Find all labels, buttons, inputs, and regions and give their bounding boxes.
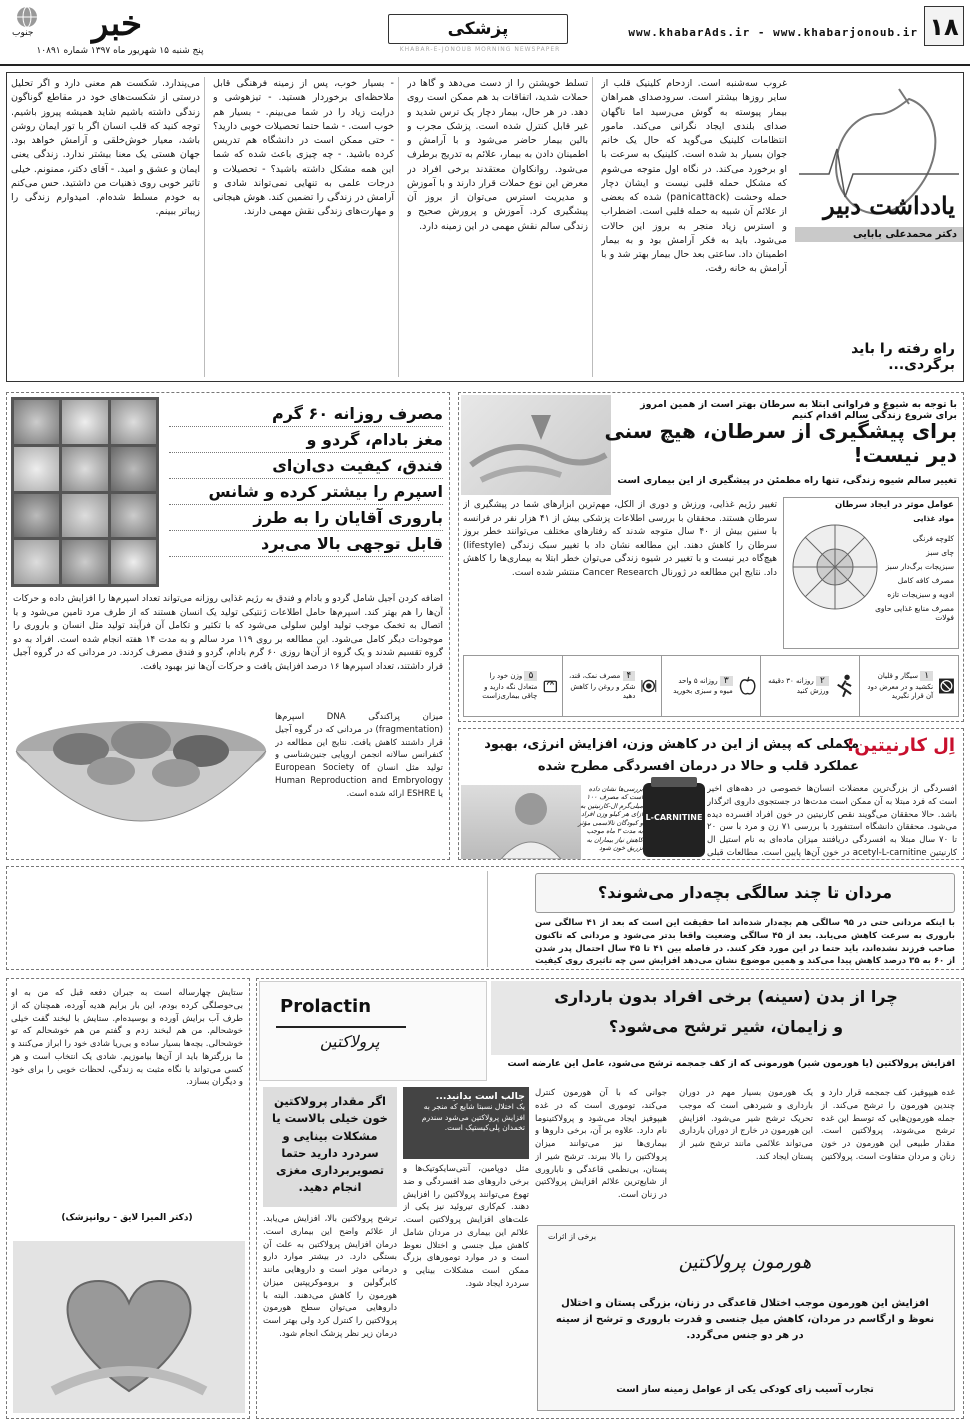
strap-line: KHABAR-E-JONOUB MORNING NEWSPAPER [399, 46, 561, 53]
tip-text: وزن خود را متعادل نگه دارید و چاقی بیماری‌زاست [482, 672, 538, 700]
editor-column-title-block [795, 73, 963, 381]
happiness-author: (دکتر المیرا لایق - روانپزشک) [61, 1213, 193, 1223]
prolactin-pullquote: اگر مقدار پرولاکتین خون خیلی بالاست یا مشکلات بینایی و سردرد دارید حتما تصویربرداری مغزی انجام دهید. [272, 1094, 388, 1195]
infographic-title: عوامل موثر در ایجاد سرطان [835, 500, 954, 510]
infographic-label-6: مصرف منابع غذایی حاوی فولات [875, 604, 954, 622]
tip-text: مصرف نمک، قند، شکر و روغن را کاهش دهید [568, 672, 636, 700]
tip-fruit [661, 656, 760, 716]
did-you-know-text: یک اختلال نسبتا شایع که منجر به افزایش پرولاکتین می‌شود سندرم تخمدان پلی‌کیستیک است. [421, 1102, 525, 1132]
prolactin-board-fa: پرولاکتین [320, 1032, 380, 1051]
carnitine-article [458, 728, 964, 860]
tip-text: سیگار و قلیان نکشید و در معرض دود آن قرار نگیرید [867, 672, 934, 700]
editor-column-text-1: غروب سه‌شنبه است. ازدحام کلینیک قلب از سایر روزها بیشتر است. سرودصدای همراهان بیمار پیوسته به گوش می‌رسید اما ناگهان صدای بلندی ایجاد نگرانی می‌کند. مامور انتظامات کلینیک می‌گوید که حال یک خانم جوان بسیار بد شده است. کلینیک به سرعت با او برخورد می‌کند. در نگاه اول متوجه می‌شوم که مشکل حمله قلبی نیست و ایشان دچار حمله وحشت (panicattack) شده که بعضی از علائم آن شبیه به حمله قلبی است. اضطراب و استرس زیاد منجر به بروز این حالات می‌شود. باید به فکر آرامش بود و به بیمار اطمینان داد. ساعتی بعد حال بیمار بهتر شد و با آرامش به خانه رفت. [601, 78, 787, 275]
heart-icon [13, 1241, 245, 1413]
prolactin-board-image [259, 981, 487, 1081]
infographic-label-5: ادویه و سبزیجات تازه [887, 590, 954, 599]
carnitine-headline-1: مکملی که پیش از این در کاهش وزن، افزایش انرژی، بهبود [484, 737, 859, 752]
masthead [0, 0, 970, 66]
logo-text: خبر [91, 4, 142, 44]
issue-date: پنج شنبه ۱۵ شهریور ماه ۱۳۹۷ شماره ۱۰۸۹۱ [36, 46, 204, 56]
cancer-kicker: با توجه به شیوع و فراوانی ابتلا به سرطان بهتر است از همین امروز برای شروع زندگی سالم اقدام کنیم [640, 399, 957, 421]
nuts-grid-image [11, 397, 159, 587]
cancer-infographic [783, 497, 959, 649]
prolactin-col-2: جوانی که با آن هورمون کنترل می‌کند، توموری است که در غده هیپوفیز ایجاد می‌شود و پرولاکتینوما نام دارد. علاوه بر آن، برخی داروها و بیماری‌ها نیز می‌توانند میزان پرولاکتین را بالا ببرند. ترشح شیر از پستان، بی‌نظمی قاعدگی و ناباروری از شایع‌ترین علائم افزایش پرولاکتین در زنان است. [535, 1088, 667, 1200]
nuts-title-line-4: باروری آقایان را به طرز [169, 505, 443, 531]
tip-num: ۴ [623, 671, 636, 681]
no-smoking-icon [939, 668, 954, 704]
hormone-effects-box [537, 1225, 955, 1411]
tip-text: روزانه ۵ واحد میوه و سبزی بخورید [673, 676, 733, 696]
tip-num: ۲ [816, 676, 829, 686]
nuts-article [6, 392, 450, 860]
editor-column-headline: راه رفته را باید برگردی... [851, 341, 955, 373]
prolactin-board-en: Prolactin [280, 996, 372, 1017]
cancer-tips-strip [463, 655, 959, 717]
carnitine-headline-red: اِل کارنیتین؛ [847, 735, 955, 756]
hormone-box-kicker: برخی از اثرات [548, 1232, 597, 1241]
cancer-subhead: تغییر سالم شیوه زندگی، تنها راه مطمئن در پیشگیری از این بیماری است [617, 475, 957, 486]
carnitine-body: افسردگی از بزرگ‌ترین معضلات انسان‌ها خصوصی در دهه‌های اخیر است که فرد مبتلا به آن ممکن است مدت‌ها در جستجوی داروی اثرگذار باشد. حالا محققان می‌گویند نقص کارنیتین در خون افراد افسرده دیده می‌شود. محققان دانشگاه استنفورد با بررسی ۷۱ زن و مرد با سن ۲۰ تا ۷۰ سال مبتلا به افسردگی دریافتند میزان ماده‌ای به نام استیل ال کارنیتین acetyl-L-carnitine در خون آن‌ها پایین است. مطالعات قبلی [707, 784, 957, 858]
men-fertility-headline-box [535, 873, 955, 913]
nuts-title-line-5: قابل توجهی بالا می‌برد [169, 531, 443, 557]
cancer-headline: برای پیشگیری از سرطان، هیچ سنی دیر نیست! [604, 419, 957, 467]
nuts-title-line-3: اسپرم را بیشتر کرده و شانس [169, 479, 443, 505]
hormone-box-title: هورمون پرولاکتین [678, 1252, 812, 1273]
editor-column [6, 72, 964, 382]
logo-sub: جنوب [12, 28, 34, 38]
men-fertility-divider [487, 871, 488, 967]
tip-exercise [760, 656, 859, 716]
page-number: ۱۸ [924, 6, 964, 46]
bottle-image [643, 783, 705, 857]
nuts-title-line-1: مغز بادام، گردو و [169, 427, 443, 453]
nuts-body-side: میزان پراکندگی DNA اسپرم‌ها (fragmentation) در مردانی که در گروه آجیل قرار داشتند کاهش یافت. نتایج این مطالعه در کنفرانس سالانه انجمن اروپایی جنین‌شناسی و تولید مثل انسان European Society of Human Reproduction and Embryology یا ESHRE ارائه شده است. [275, 712, 443, 799]
infographic-label-1: کلوچه فرنگی [912, 534, 954, 543]
nuts-body: اضافه کردن آجیل شامل گردو و بادام و فندق به رژیم غذایی روزانه می‌تواند تعداد اسپرم‌ها را افزایش داده و حرکات آن‌ها را هم بهتر کند. اسپرم‌ها حامل اطلاعات ژنتیکی تولید یک انسان هستند که از طرف مرد تامین می‌شود و با اتصال به تخمک موجب تولید اولین سلولی می‌شود که با تکثیر و تکامل آن فرآیند تولید مثل انسان و باروری را موجودات دیگر کامل می‌شود. این مطالعه بر روی ۱۱۹ مرد سالم و به مدت ۱۴ هفته انجام شده است. افراد به دو گروه تقسیم شدند و یک گروه از آن‌ها روزی ۶۰ گرم بادام، گردو و فندق مصرف کردند. در مردانی که در گروه آجیل قرار داشتند، تعداد اسپرم‌ها ۱۶ درصد افزایش یافت و حرکات آن‌ها نیز بهبود یافت. [13, 594, 443, 672]
apple-icon [739, 669, 756, 703]
tip-num: ۵ [524, 671, 537, 681]
happiness-body: ستایش چهارساله است به جبران دفعه قبل که من به او بی‌حوصلگی کرده بودم، این بار برایم هدیه آورده، همچنان که از طرف آب برایش آورده و بوسیده‌ام. ستایش با لبخند گفت خیلی خوشحالم. من هم لبخند زدم و گفتم من هم خوشحالم که تو خوشحالی. بچه‌ها بسیار ساده و بی‌ریا شادی خود را ابراز می‌کنند و ما بزرگترها باید از آن‌ها بیاموزیم. شادی یک انتخاب است و هر کسی می‌تواند با نگاه مثبت به زندگی، لحظات خوبی را برای خود و دیگران بسازد. [11, 988, 243, 1088]
did-you-know-box [403, 1087, 529, 1159]
tip-no-smoking [859, 656, 958, 716]
prolactin-article [256, 978, 964, 1419]
nuts-title [169, 401, 443, 557]
happiness-article [6, 978, 250, 1419]
tip-diet [562, 656, 661, 716]
man-with-bottle-image [461, 785, 581, 859]
infographic-label-3: سبزیجات برگ‌دار سبز [885, 562, 954, 571]
men-fertility-body: با اینکه مردانی حتی در ۹۵ سالگی هم بچه‌دار شده‌اند اما حقیقت این است که بعد از ۴۱ سالگی سن باروری به سرعت کاهش می‌یابد. بعد از ۴۵ سالگی وضعیت واقعا بدتر می‌شود و مردانی که تاکنون صاحب فرزند نشده‌اند، باید حتما در این مورد فکر کنند. در فاصله بین ۴۱ تا ۴۵ سال احتمال پدر شدن از ۶۰ به ۳۵ درصد کاهش پیدا می‌کند و همین موضوع نشان می‌دهد افزایش سن چه تاثیری روی کیفیت [535, 918, 955, 967]
prolactin-subhead: افزایش پرولاکتین (یا هورمون شیر) هورمونی که از کف جمجمه ترشح می‌شود، عامل این عارضه است [507, 1059, 955, 1069]
editor-column-text-2: تسلط خویشتن را از دست می‌دهد و گاها در حملات شدید، اتفاقات بد هم ممکن است روی دهد. در هر حال، بیمار دچار یک ترس شدید و غیر قابل کنترل شده است. پزشک مجرب و بالین بیمار حاضر می‌شود و با آرامش و اطمینان دادن به بیمار، علائم به تدریج برطرف می‌شود. روانکاوان معتقدند برخی افراد در معرض این نوع حملات قرار دارند و با آموزش و مدیریت استرس می‌توان از بروز آن پیشگیری کرد. آموزش و پرورش صحیح و زندگی سالم نقش مهمی در این زمینه دارد. [407, 77, 593, 377]
men-fertility-article [6, 866, 964, 970]
carnitine-headline-2: عملکرد قلب و حالا در درمان افسردگی مطرح شده [537, 759, 859, 774]
prolactin-headline-1: چرا از بدن (سینه) برخی افراد بدون بارداری [554, 987, 898, 1006]
plate-icon [641, 669, 657, 703]
prolactin-col-3: مثل دوپامین، آنتی‌سایکوتیک‌ها و برخی داروهای ضد افسردگی و ضد تهوع می‌توانند پرولاکتین را افزایش دهند. کم‌کاری تیروئید نیز یکی از علت‌های افزایش پرولاکتین است. علائم این بیماری در مردان شامل کاهش میل جنسی و اختلال نعوظ است و در موارد تومورهای بزرگ ممکن است مشکلات بینایی و سردرد ایجاد شود. [403, 1164, 529, 1289]
editor-column-text-4: می‌پندارد. شکست هم معنی دارد و اگر تحلیل درستی از شکست‌های خود در مقاطع گوناگون زندگی داشته باشیم شاید همیشه پیروز باشیم. توجه کنید که قلب انسان اگر با تور ایمان روشن باشد، معیار خوش‌خلقی و آرامش خواهد بود. جهان هستی یک معنا بیشتر ندارد. زندگی یعنی ایمان و عشق و امید. - آقای دکتر، ممنونم. خیلی تاثیر خوبی روی ذهنیات من داشتید. حس می‌کنم به خودم مسلط شده‌ام. امیدوارم زندگی را زیباتر ببینم. [11, 77, 205, 377]
section-tab: پزشکی [388, 14, 568, 44]
infographic-label-4: مصرف کافه کامل [897, 576, 954, 585]
author-name: دکتر محمدعلی بابایی [795, 227, 963, 242]
editor-column-text-3: - بسیار خوب، پس از زمینه فرهنگی قابل ملاحظه‌ای برخوردار هستید. - تیزهوشی و درایت زیاد را در شما می‌بینم. - بسیار هم خوب است. - شما حتما تحصیلات خوبی دارید؟ - حتی ممکن است در دانشگاه هم تدریس کرده باشید. - چه چیزی باعث شده که شما این همه مشکل داشته باشید؟ - تحصیلات و درجات علمی به تنهایی نمی‌تواند شادی و آرامش در زندگی را تضمین کند. هوش هیجانی و مهارت‌های زندگی نقش مهمی دارند. [213, 77, 399, 377]
nuts-title-line-0: مصرف روزانه ۶۰ گرم [169, 401, 443, 427]
cancer-body: تغییر رژیم غذایی، ورزش و دوری از الکل، مهم‌ترین ابزارهای شما در پیشگیری از سرطان هستند. محققان با بررسی اطلاعات پزشکی بیش از ۴۱ هزار نفر در فرانسه با سنین بیش از ۴۰ سال متوجه شدند که رفتارهای مختلف می‌توانند خطر بروز سرطان را کاهش دهند. این مطالعه نشان داد با تغییر سبک زندگی (lifestyle) هیچ‌گاه دیر نیست و با تغییر در شیوه زندگی می‌توان خطر ابتلا به بیماری‌ها را کاهش داد. نتایج این مطالعه در ژورنال Cancer Research منتشر شده است. [463, 500, 777, 578]
did-you-know-title: جالب است بدانید... [435, 1091, 525, 1102]
cancer-article [458, 392, 964, 722]
prolactin-col-1: غده هیپوفیز، کف جمجمه قرار دارد و چندین هورمون را ترشح می‌کند. از جمله هورمون‌هایی که توسط این غده ترشح می‌شوند، پرولاکتین است. مقدار طبیعی این هورمون در خون زنان و مردان متفاوت است. پرولاکتین یک هورمون بسیار مهم در دوران بارداری و شیردهی است که موجب تحریک ترشح شیر می‌شود. افزایش این هورمون در خارج از دوران بارداری می‌تواند علائمی مانند ترشح شیر از پستان ایجاد کند. [679, 1088, 955, 1162]
prolactin-headline-banner [491, 981, 961, 1055]
hormone-box-footer: تجارب آسیب زای کودکی یکی از عوامل زمینه ساز است [616, 1384, 874, 1395]
editor-column-title: یادداشت دبیر [823, 191, 955, 220]
scale-icon [543, 669, 558, 703]
nuts-title-line-2: فندق، کیفیت دی‌ان‌ای [169, 453, 443, 479]
bottle-label: L-CARNITINE [645, 813, 703, 822]
infographic-label-2: چای سبز [926, 548, 954, 557]
tip-num: ۳ [720, 676, 733, 686]
logo [12, 4, 142, 46]
website-line[interactable]: www.khabarAds.ir - www.khabarjonoub.ir [628, 26, 918, 39]
tip-num: ۱ [920, 671, 933, 681]
prolactin-pullquote-box [263, 1087, 397, 1207]
infographic-wheel [790, 522, 880, 612]
infographic-label-0: مواد غذایی [913, 514, 954, 523]
tip-text: روزانه ۳۰ دقیقه ورزش کنید [768, 676, 829, 696]
tip-weight [464, 656, 562, 716]
hormone-box-text: افزایش این هورمون موجب اختلال قاعدگی در زنان، بزرگی پستان و اختلال نعوظ و ارگاسم در مردان، کاهش میل جنسی و قدرت باروری و ترشح از سینه در هر دو جنس می‌گردد. [555, 1298, 935, 1341]
carnitine-handwritten-note: بررسی‌ها نشان داده است که مصرف ۱۰۰ میلی‌گرم ال-کارنیتین به ازای هر کیلو وزن افراد و کبودگان تالاسمی مؤثر به مدت ۳ ماه موجب کاهش نیاز بیماران به تزریق خون شود [578, 785, 643, 853]
running-icon [835, 668, 855, 704]
globe-icon [16, 6, 38, 28]
prolactin-headline-2: و زایمان، شیر ترشح می‌شود؟ [608, 1017, 844, 1036]
heart-hands-image [13, 1241, 245, 1413]
prolactin-col-4: ترشح پرولاکتین بالا، افزایش می‌یابد. از علائم واضح این بیماری است. درمان افزایش پرولاکتین به علت آن بستگی دارد. در بیشتر موارد دارو درمانی موثر است و داروهایی مانند کابرگولین و بروموکریپتین میزان هورمون را کاهش می‌دهند. البته با داروهایی می‌توان سطح هورمون پرولاکتین را کنترل کرد ولی بهتر است درمان زیر نظر پزشک انجام شود. [263, 1214, 397, 1339]
men-fertility-headline: مردان تا چند سالگی بچه‌دار می‌شوند؟ [597, 883, 893, 902]
nuts-bowl-image [11, 711, 271, 857]
